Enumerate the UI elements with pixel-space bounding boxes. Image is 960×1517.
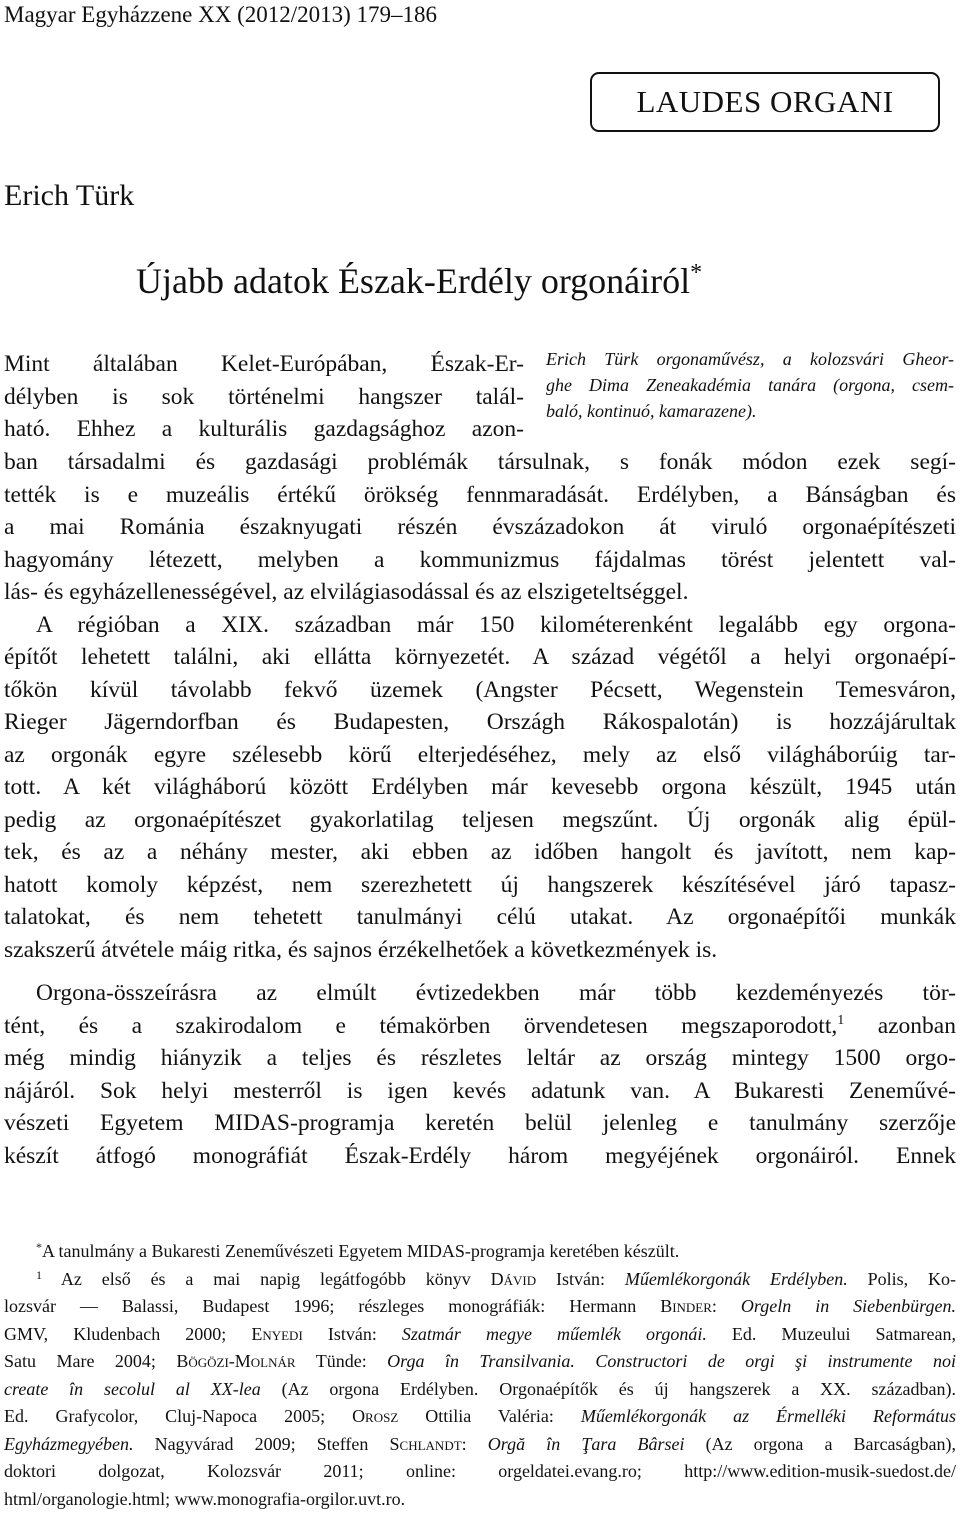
text-line: tőkön kívül távolabb fekvő üzemek (Angster Pécsett, Wegenstein Temesváron, — [4, 676, 956, 703]
text-line: tek, és az a néhány mester, aki ebben az időben hangolt és javított, nem kap- — [4, 839, 956, 865]
fn-text: István: — [536, 1268, 625, 1289]
fn-author: Orosz — [352, 1406, 399, 1426]
footnote-star-mark: * — [36, 1240, 42, 1254]
footnote-star-text: A tanulmány a Bukaresti Zeneművészeti Egyetem MIDAS-programja keretében készült. — [42, 1241, 680, 1261]
fn-book-title: Műemlékorgonák Erdélyben. — [624, 1268, 848, 1289]
article-title-text: Újabb adatok Észak-Erdély orgonáiról — [136, 261, 691, 301]
text-line — [4, 1010, 956, 1043]
title-footnote-mark: * — [690, 260, 703, 286]
text-line: vészeti Egyetem MIDAS-programja keretén belül jelenleg e tanulmány szerzője — [4, 1110, 956, 1136]
fn-text: lozsvár — Balassi, Budapest 1996; részleges monográfiák: Hermann — [4, 1296, 661, 1316]
text-line: A régióban a XIX. században már 150 kilométerenként legalább egy orgona- — [36, 611, 956, 638]
author-note-line: ghe Dima Zeneakadémia tanára (orgona, csem- — [546, 375, 954, 395]
author-note-line: Erich Türk orgonaművész, a kolozsvári Gheor- — [546, 349, 954, 369]
author-note — [546, 346, 954, 424]
fn-book-title: Egyházmegyében. — [4, 1433, 134, 1454]
fn-book-title: Orgă în Ţara Bârsei — [487, 1433, 685, 1454]
text-line: Orgona-összeírásra az elmúlt évtizedekben már több kezdeményezés tör- — [36, 980, 956, 1006]
text-line-end: azonban — [844, 1012, 956, 1039]
text-line: Mint általában Kelet-Európában, Észak-Er- — [4, 351, 524, 377]
fn-text: Ottilia Valéria: — [398, 1406, 581, 1426]
footnote-1-line — [4, 1431, 956, 1459]
fn-book-title: create în secolul al XX-lea — [4, 1378, 261, 1399]
text-line: készít átfogó monográfiát Észak-Erdély három megyéjének orgonáiról. Ennek — [4, 1142, 956, 1169]
fn-book-title: Műemlékorgonák az Érmelléki Református — [580, 1406, 956, 1426]
fn-author: Dávid — [490, 1268, 537, 1289]
fn-text: Ed. Muzeului Satmarean, — [706, 1323, 957, 1344]
fn-author: Schlandt — [389, 1433, 462, 1454]
fn-text: Satu Mare 2004; — [4, 1351, 177, 1371]
text-line: pedig az orgonaépítészet gyakorlatilag teljesen megszűnt. Új orgonák alig épül- — [4, 806, 956, 833]
footnote-1-line — [4, 1348, 956, 1376]
fn-text: István: — [302, 1323, 402, 1344]
fn-author: Bögözi-Molnár — [176, 1351, 296, 1371]
author-note-line: baló, kontinuó, kamarazene). — [546, 401, 757, 421]
fn-text: (Az orgona Erdélyben. Orgonaépítők és új hangszerek a XX. században). — [260, 1378, 956, 1399]
text-line: szakszerű átvétele máig ritka, és sajnos érzékelhetőek a következmények is. — [4, 936, 718, 963]
fn-book-title: Orga în Transilvania. Constructori de orgi şi instrumente noi — [387, 1351, 956, 1371]
footnote-1-line — [4, 1403, 956, 1431]
fn-text: Az első és a mai napig legátfogóbb könyv — [60, 1268, 491, 1289]
text-line: az orgonák egyre szélesebb körű elterjedéséhez, mely az első világháborúig tar- — [4, 741, 956, 768]
footnote-1-line: html/organologie.html; www.monografia-orgilor.uvt.ro. — [4, 1488, 406, 1509]
text-line: tették is e muzeális értékű örökség fennmaradását. Erdélyben, a Bánságban és — [4, 481, 956, 508]
intro-column — [4, 348, 524, 446]
section-label-box: LAUDES ORGANI — [590, 72, 940, 132]
fn-book-title: Orgeln in Siebenbürgen. — [740, 1296, 956, 1316]
fn-text: : — [711, 1296, 741, 1316]
text-line: építőt lehetett találni, aki ellátta környezetét. A század végétől a helyi orgonaépí- — [4, 644, 956, 670]
text-line: ban társadalmi és gazdasági problémák társulnak, s fonák módon ezek segí- — [4, 449, 956, 475]
footnote-star — [4, 1238, 956, 1266]
fn-text: : — [461, 1433, 488, 1454]
fn-text: Polis, Ko- — [847, 1268, 956, 1289]
paragraph-1 — [4, 446, 956, 966]
fn-text: (Az orgona a Barcaságban), — [684, 1433, 956, 1454]
text-line: nájáról. Sok helyi mesterről is igen kevés adatunk van. A Bukaresti Zeneművé- — [4, 1077, 956, 1104]
text-line: talatokat, és nem tehetett tanulmányi célú utakat. Az orgonaépítői munkák — [4, 904, 956, 930]
footnote-1-mark: 1 — [36, 1267, 42, 1282]
footnote-1-line — [4, 1321, 956, 1349]
footnote-1-line — [4, 1293, 956, 1321]
fn-text: Nagyvárad 2009; Steffen — [133, 1433, 390, 1454]
fn-book-title: Szatmár megye műemlék orgonái. — [401, 1323, 707, 1344]
text-line: délyben is sok történelmi hangszer talál- — [4, 383, 524, 410]
text-line: Rieger Jägerndorfban és Budapesten, Országh Rákospalotán) is hozzájárultak — [4, 709, 956, 735]
article-author: Erich Türk — [4, 179, 135, 212]
text-line-start: tént, és a szakirodalom e témakörben örvendetesen megszaporodott, — [4, 1012, 838, 1039]
fn-author: Binder — [660, 1296, 712, 1316]
text-line: a mai Románia északnyugati részén évszázadokon át viruló orgonaépítészeti — [4, 514, 956, 540]
text-line: lás- és egyházellenességével, az elvilágiasodással és az elszigeteltséggel. — [4, 579, 689, 605]
text-line: tott. A két világháború között Erdélyben már kevesebb orgona készült, 1945 után — [4, 774, 956, 800]
fn-text: Tünde: — [295, 1351, 388, 1371]
footnote-1-line: doktori dolgozat, Kolozsvár 2011; online: orgeldatei.evang.ro; http://www.edition-musik-suedost.de/ — [4, 1461, 956, 1481]
footnote-1-line — [4, 1376, 956, 1404]
text-line: ható. Ehhez a kulturális gazdagsághoz azon- — [4, 416, 524, 442]
journal-header: Magyar Egyházzene XX (2012/2013) 179–186 — [4, 2, 438, 27]
fn-text: GMV, Kludenbach 2000; — [4, 1323, 252, 1344]
footnote-1-line — [4, 1266, 956, 1294]
text-line: még mindig hiányzik a teljes és részletes leltár az ország mintegy 1500 orgo- — [4, 1045, 956, 1071]
fn-author: Enyedi — [251, 1323, 303, 1344]
footnotes — [4, 1238, 956, 1513]
fn-text: Ed. Grafycolor, Cluj-Napoca 2005; — [4, 1406, 353, 1426]
text-line: hatott komoly képzést, nem szerezhetett új hangszerek készítésével járó tapasz- — [4, 871, 956, 898]
text-line: hagyomány létezett, melyben a kommunizmus fájdalmas törést jelentett val- — [4, 546, 956, 573]
footnote-ref-1[interactable]: 1 — [837, 1012, 845, 1028]
article-title — [136, 250, 702, 304]
paragraph-2 — [4, 977, 956, 1172]
